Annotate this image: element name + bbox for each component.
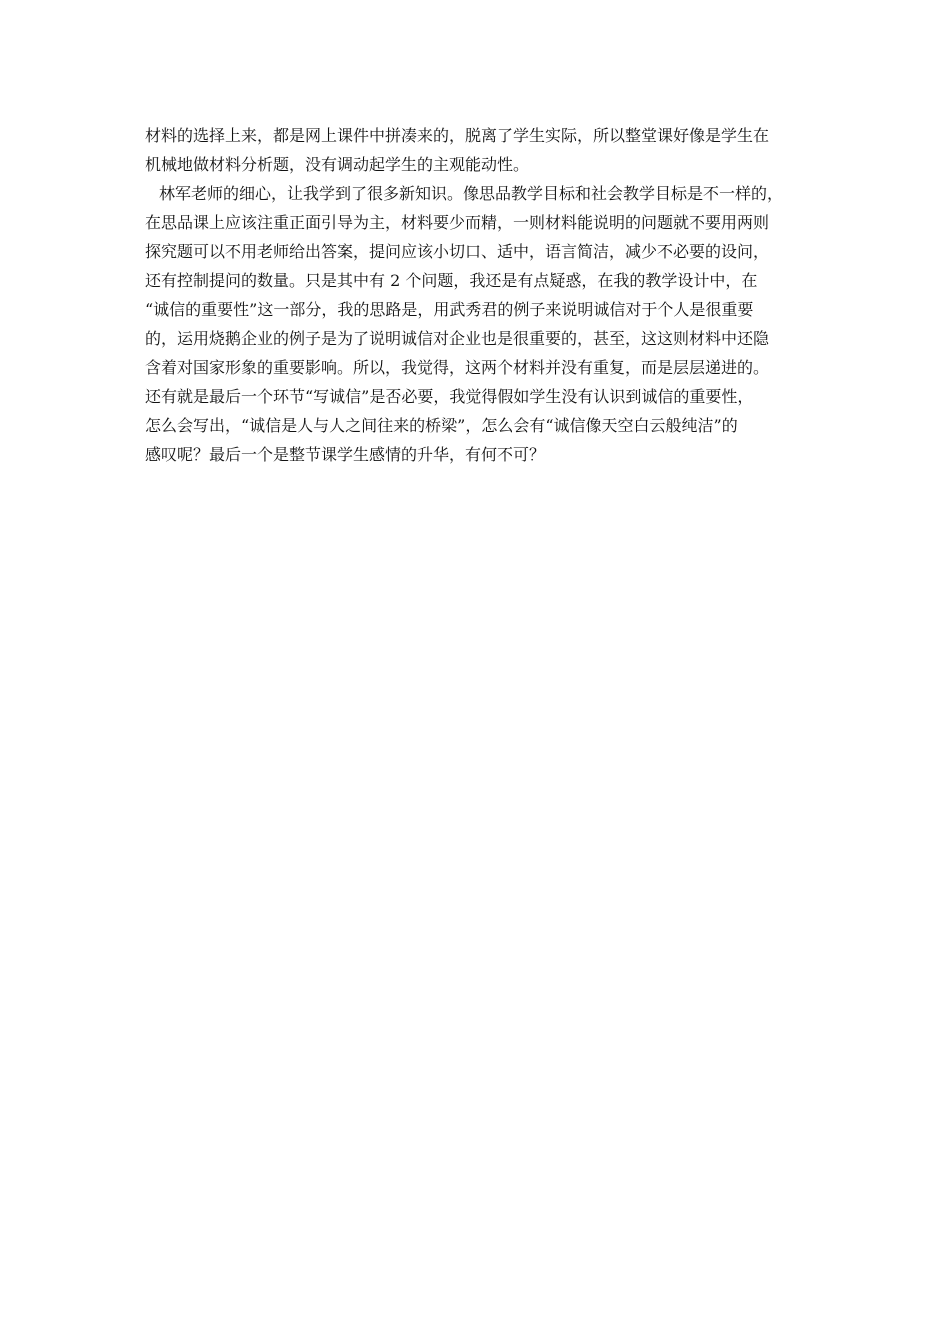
text-line: 还有就是最后一个环节“写诚信”是否必要，我觉得假如学生没有认识到诚信的重要性， — [145, 387, 754, 406]
text-line: 机械地做材料分析题，没有调动起学生的主观能动性。 — [145, 155, 530, 174]
text-line: 在思品课上应该注重正面引导为主，材料要少而精，一则材料能说明的问题就不要用两则 — [145, 213, 770, 232]
text-line: 探究题可以不用老师给出答案，提问应该小切口、适中，语言简洁，减少不必要的设问， — [145, 242, 770, 261]
text-line: 的，运用烧鹅企业的例子是为了说明诚信对企业也是很重要的，甚至，这这则材料中还隐 — [145, 329, 770, 348]
text-line: 怎么会写出，“诚信是人与人之间往来的桥梁”，怎么会有“诚信像天空白云般纯洁”的 — [145, 416, 738, 435]
text-line: 材料的选择上来，都是网上课件中拼凑来的，脱离了学生实际，所以整堂课好像是学生在 — [145, 126, 770, 145]
paragraph-start-line: 林军老师的细心，让我学到了很多新知识。像思品教学目标和社会教学目标是不一样的， — [159, 184, 784, 203]
text-line: 含着对国家形象的重要影响。所以，我觉得，这两个材料并没有重复，而是层层递进的。 — [145, 358, 770, 377]
text-line: 还有控制提问的数量。只是其中有 2 个问题，我还是有点疑惑，在我的教学设计中，在 — [145, 271, 758, 290]
body-text — [145, 121, 825, 469]
text-line: 感叹呢？最后一个是整节课学生感情的升华，有何不可？ — [145, 445, 546, 464]
text-line: “诚信的重要性”这一部分，我的思路是，用武秀君的例子来说明诚信对于个人是很重要 — [145, 300, 754, 319]
